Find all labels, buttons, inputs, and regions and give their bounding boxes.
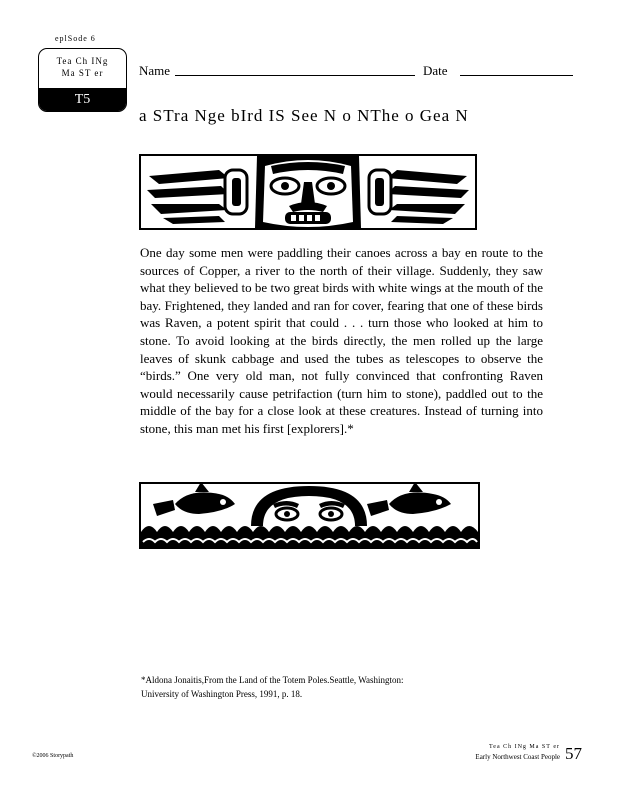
- name-label: Name: [139, 63, 171, 78]
- copyright-text: ©2006 Storypath: [32, 753, 74, 759]
- date-field[interactable]: [460, 75, 573, 76]
- teaching-master-badge: [38, 48, 127, 112]
- page-number: 57: [565, 744, 582, 763]
- story-paragraph: One day some men were paddling their canoes across a bay en route to the sources of Copper, a river to the north of their village. Suddenly, they saw what they believed to be two great birds with white wings at the mouth of the bay. Frightened, they landed and ran for cover, fearing that one of these birds was Raven, a potent spirit that could . . . turn those who looked at him to stone. To avoid looking at the birds directly, the men rolled up the large leaves of skunk cabbage and used the tubes as telescopes to observe the “birds.” One very old man, not fully convinced that confronting Raven would necessarily cause petrifaction (turn him to stone), paddled out to the middle of the bay for a close look at these creatures. Instead of turning into stone, this man met his first [explorers].*: [140, 245, 543, 436]
- thunderbird-face-illustration: [139, 154, 477, 230]
- name-field[interactable]: [175, 75, 415, 76]
- badge-line-1: Tea Ch INg: [56, 56, 109, 66]
- footer-series-label: Tea Ch INg Ma ST er: [489, 744, 560, 750]
- page-title: a STra Nge bIrd IS See N o NThe o Gea N: [139, 106, 469, 125]
- sun-and-whales-illustration: [139, 482, 480, 549]
- episode-label: eplSode 6: [55, 34, 96, 43]
- badge-code: T5: [39, 88, 126, 111]
- badge-line-2: Ma ST er: [61, 68, 104, 78]
- footnote-line-1: *Aldona Jonaitis,From the Land of the Totem Poles.Seattle, Washington:: [141, 675, 404, 685]
- footnote-line-2: University of Washington Press, 1991, p. 18.: [141, 689, 303, 699]
- date-label: Date: [423, 63, 448, 78]
- footnote: [141, 673, 471, 701]
- footer-subtitle: Early Northwest Coast People: [475, 753, 560, 761]
